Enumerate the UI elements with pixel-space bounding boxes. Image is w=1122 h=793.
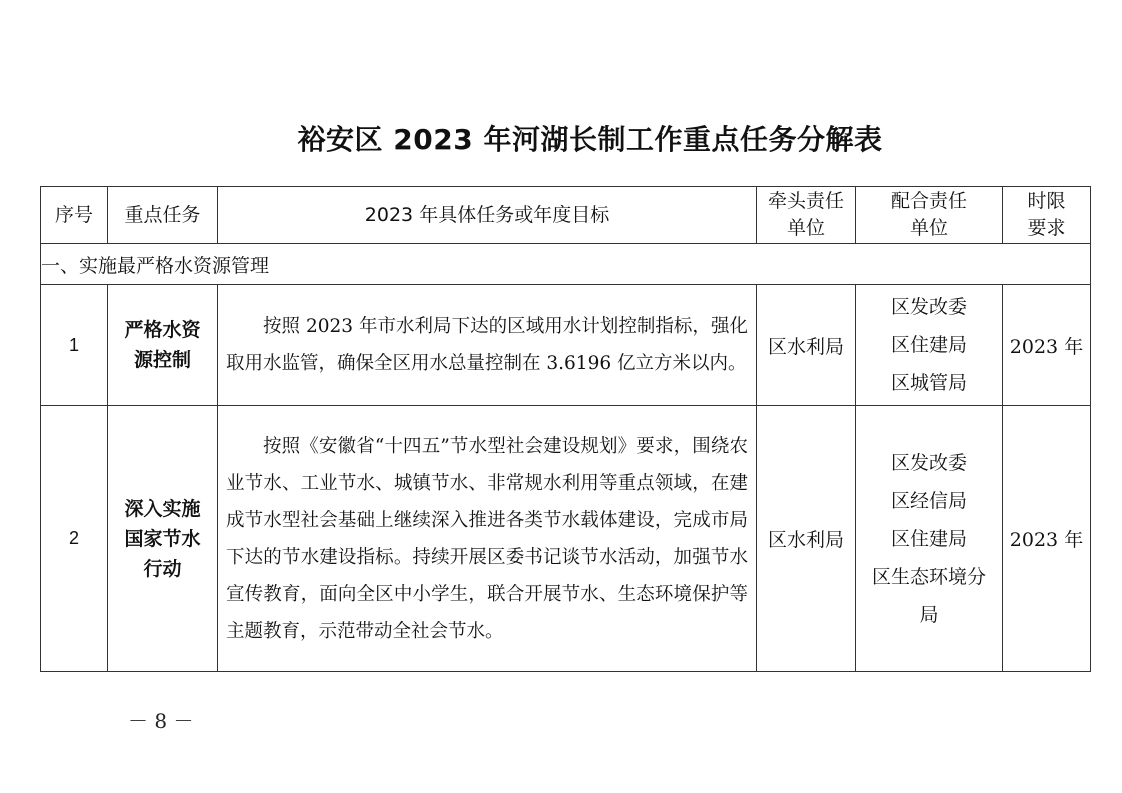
page-number: － 8 － <box>128 709 194 733</box>
header-deadline-line2: 要求 <box>1027 217 1066 239</box>
header-lead-line1: 牵头责任 <box>767 190 844 212</box>
header-goal: 2023 年具体任务或年度目标 <box>218 187 757 244</box>
row-assist-item: 区城管局 <box>890 372 967 394</box>
table-row <box>41 285 1091 406</box>
row-assist-item: 区生态环境分局 <box>871 565 986 626</box>
header-seq: 序号 <box>41 187 108 244</box>
row-deadline: 2023 年 <box>1003 406 1091 672</box>
row-deadline: 2023 年 <box>1003 285 1091 406</box>
row-task-cell <box>108 406 218 672</box>
section-title: 一、实施最严格水资源管理 <box>41 244 1091 285</box>
row-assist-item: 区经信局 <box>890 489 967 512</box>
document-title: 裕安区 2023 年河湖长制工作重点任务分解表 <box>297 123 883 156</box>
table-header-row <box>41 187 1091 244</box>
header-assist-line2: 单位 <box>909 217 948 239</box>
row-task: 严格水资源控制 <box>124 319 201 371</box>
row-assist <box>856 406 1003 672</box>
row-assist-item: 区住建局 <box>890 334 967 356</box>
header-assist-line1: 配合责任 <box>890 190 967 212</box>
header-deadline-line1: 时限 <box>1027 190 1066 212</box>
row-task-cell <box>108 285 218 406</box>
row-seq: 2 <box>41 406 108 672</box>
row-content: 按照《安徽省“十四五”节水型社会建设规划》要求，围绕农业节水、工业节水、城镇节水、非常规水利用等重点领域，在建成节水型社会基础上继续深入推进各类节水载体建设，完成市局下达的节水建设指标。持续开展区委书记谈节水活动，加强节水宣传教育，面向全区中小学生，联合开展节水、生态环境保护等主题教育，示范带动全社会节水。 <box>218 406 757 672</box>
table-row <box>41 406 1091 672</box>
header-assist <box>856 187 1003 244</box>
row-assist-item: 区发改委 <box>890 451 967 474</box>
header-deadline <box>1003 187 1091 244</box>
task-breakdown-table <box>40 186 1091 672</box>
row-assist <box>856 285 1003 406</box>
row-seq: 1 <box>41 285 108 406</box>
row-assist-item: 区发改委 <box>890 296 967 318</box>
row-task: 深入实施国家节水行动 <box>124 497 201 580</box>
header-task: 重点任务 <box>108 187 218 244</box>
section-row <box>41 244 1091 285</box>
row-assist-item: 区住建局 <box>890 527 967 550</box>
row-assist-item-wrap <box>856 558 1002 634</box>
row-content: 按照 2023 年市水利局下达的区域用水计划控制指标，强化取用水监管，确保全区用水总量控制在 3.6196 亿立方米以内。 <box>218 285 757 406</box>
header-lead <box>757 187 856 244</box>
row-lead: 区水利局 <box>757 406 856 672</box>
header-lead-line2: 单位 <box>786 217 825 239</box>
row-lead: 区水利局 <box>757 285 856 406</box>
